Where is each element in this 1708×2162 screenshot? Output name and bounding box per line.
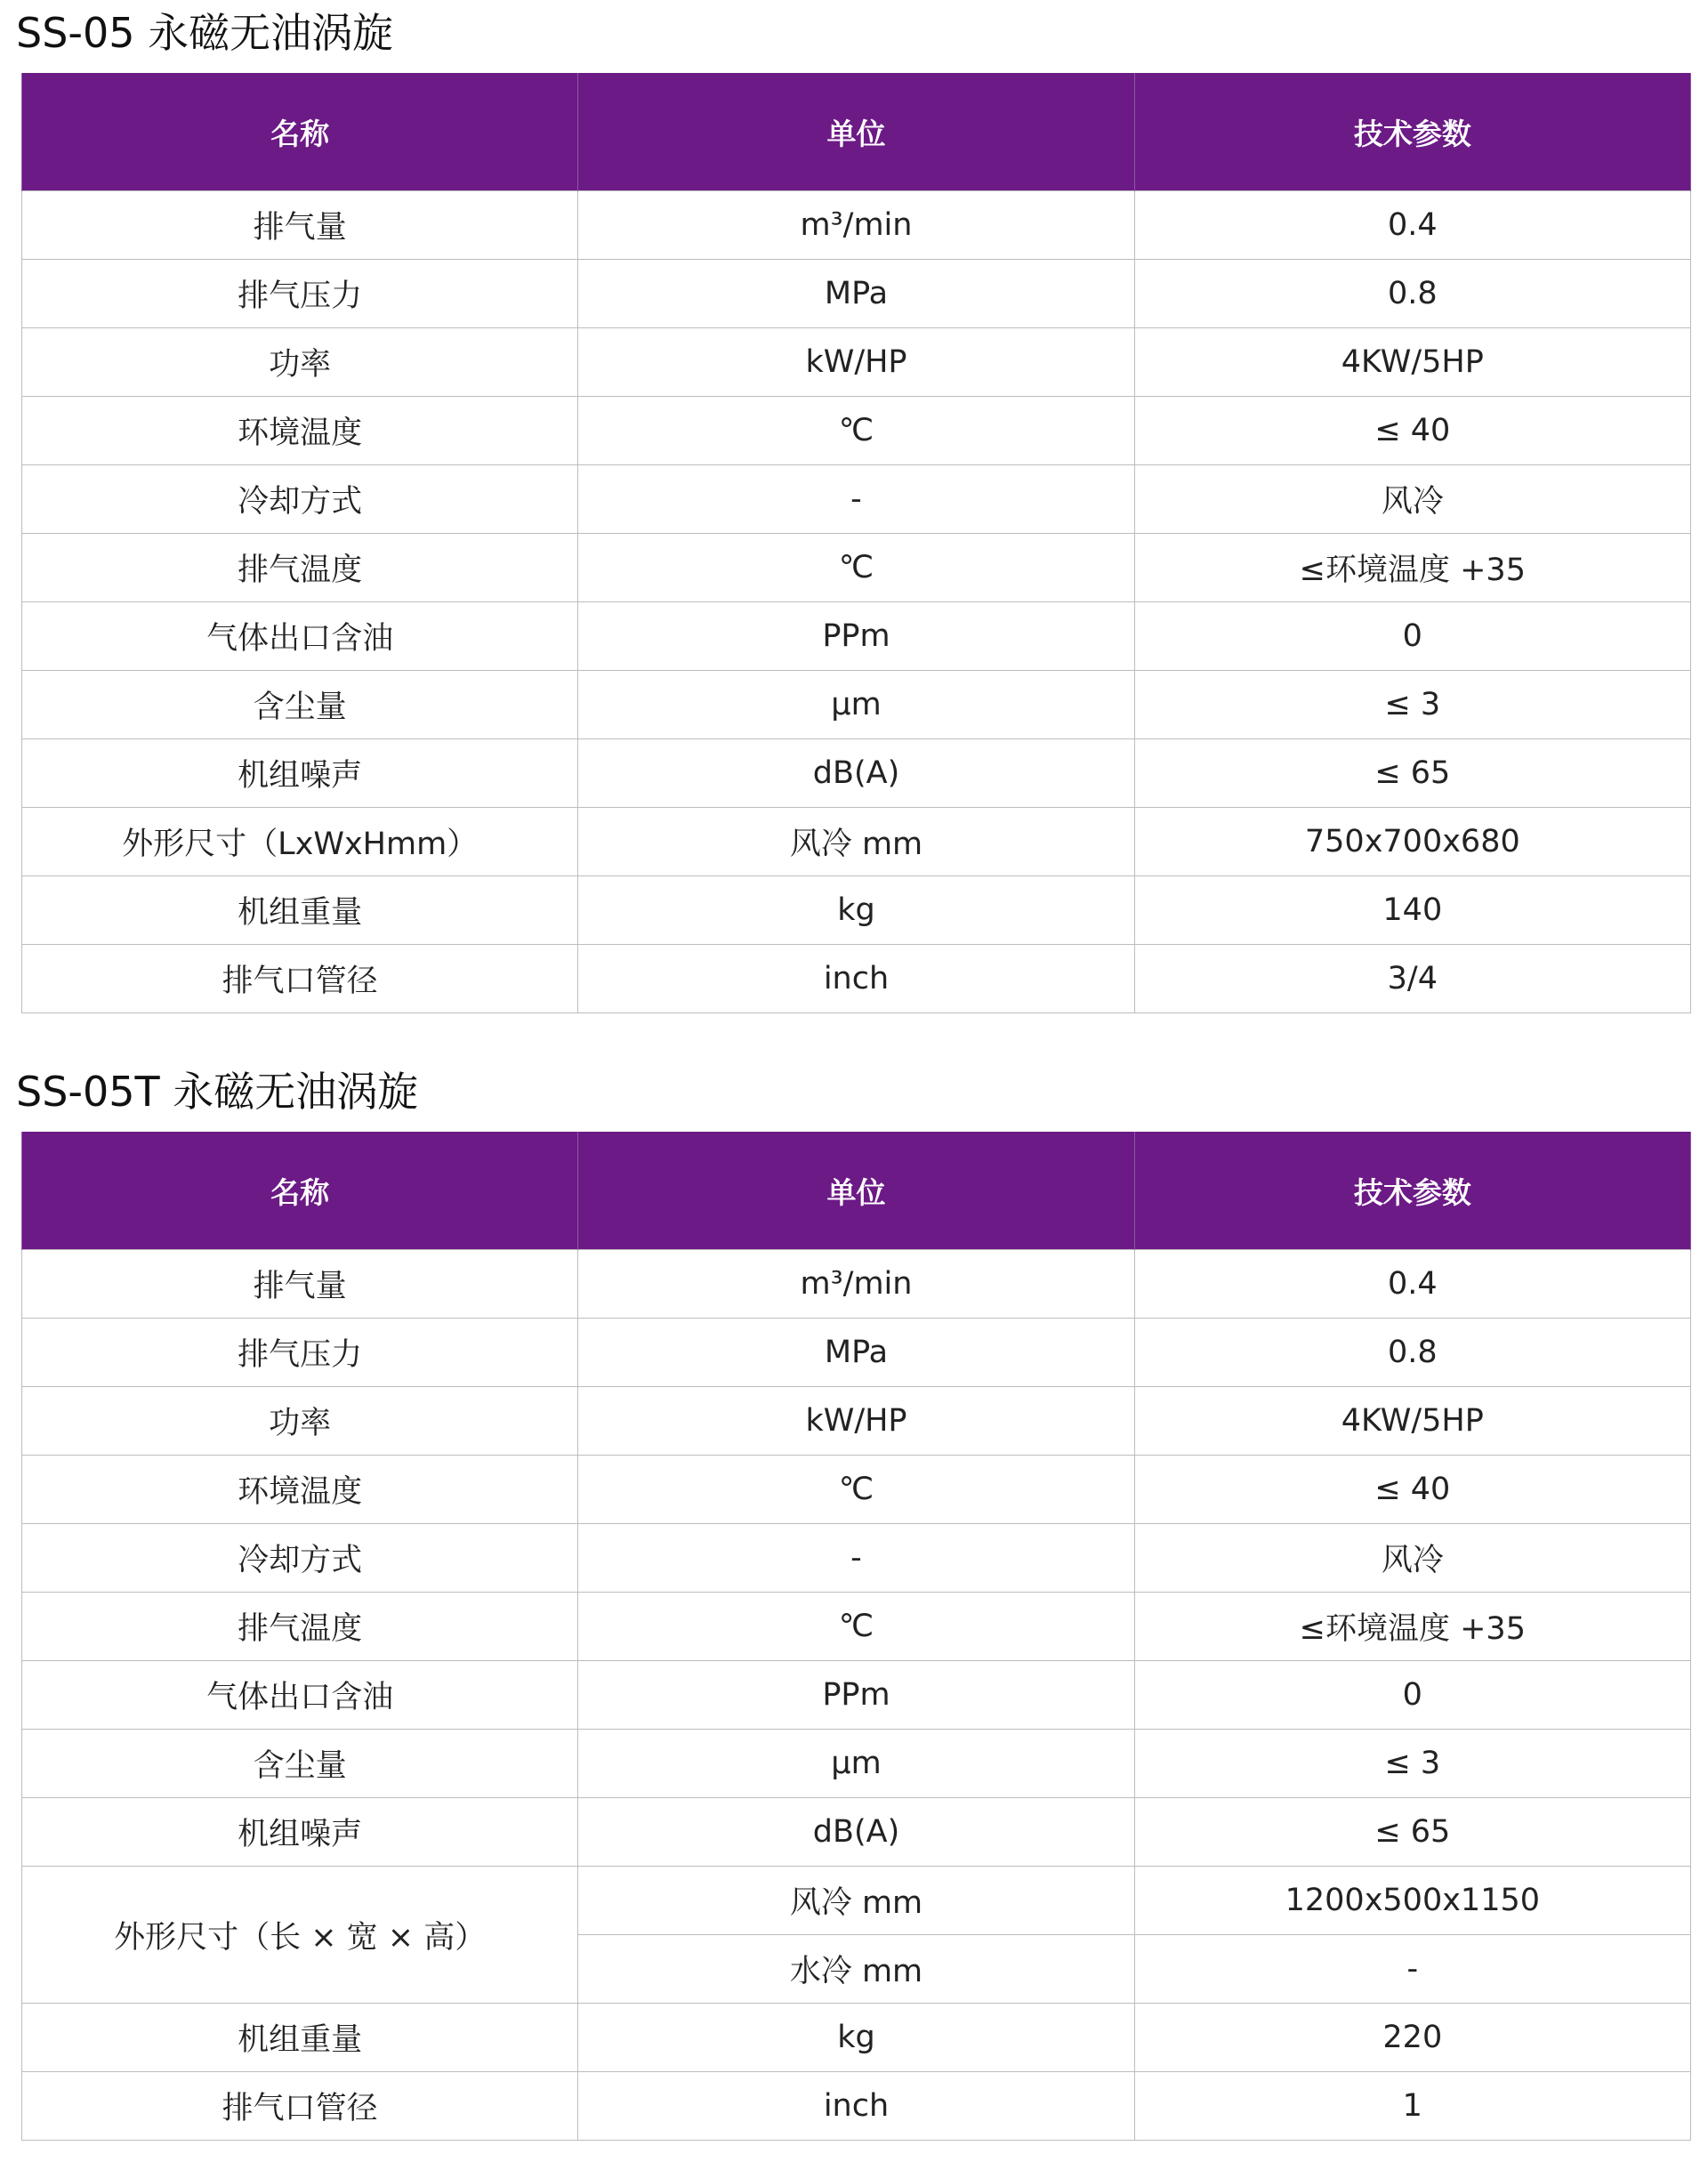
- row-name: 排气口管径: [22, 945, 578, 1013]
- row-unit: dB(A): [578, 739, 1134, 808]
- table-row: [22, 397, 1691, 465]
- row-value: ≤环境温度 +35: [1134, 534, 1690, 602]
- row-unit: 风冷 mm: [578, 1867, 1134, 1935]
- row-unit: inch: [578, 945, 1134, 1013]
- row-name: 机组重量: [22, 2004, 578, 2072]
- table-row: [22, 1730, 1691, 1798]
- row-name: 环境温度: [22, 397, 578, 465]
- row-unit: ℃: [578, 1593, 1134, 1661]
- table-row: [22, 465, 1691, 534]
- row-unit: m³/min: [578, 191, 1134, 260]
- row-name: 含尘量: [22, 1730, 578, 1798]
- table-row: [22, 2072, 1691, 2141]
- row-unit: μm: [578, 671, 1134, 739]
- table-row: [22, 1456, 1691, 1524]
- row-value: ≤ 65: [1134, 1798, 1690, 1867]
- row-name: 冷却方式: [22, 465, 578, 534]
- spec-table-ss-05t: [21, 1132, 1691, 2141]
- header-name: 名称: [22, 73, 578, 191]
- row-value: 风冷: [1134, 1524, 1690, 1593]
- header-unit: 单位: [578, 73, 1134, 191]
- row-unit: 水冷 mm: [578, 1935, 1134, 2004]
- row-name: 机组噪声: [22, 739, 578, 808]
- row-unit: PPm: [578, 1661, 1134, 1730]
- row-name: 气体出口含油: [22, 602, 578, 671]
- row-value: -: [1134, 1935, 1690, 2004]
- table-row: [22, 945, 1691, 1013]
- table-row: [22, 1250, 1691, 1319]
- row-unit: kW/HP: [578, 1387, 1134, 1456]
- row-value: 风冷: [1134, 465, 1690, 534]
- row-name: 机组噪声: [22, 1798, 578, 1867]
- row-name: 外形尺寸（长 × 宽 × 高）: [22, 1867, 578, 2004]
- row-value: 0.8: [1134, 1319, 1690, 1387]
- row-name: 冷却方式: [22, 1524, 578, 1593]
- row-value: 0.8: [1134, 260, 1690, 328]
- row-name: 排气压力: [22, 260, 578, 328]
- header-name: 名称: [22, 1132, 578, 1250]
- row-unit: -: [578, 465, 1134, 534]
- row-unit: MPa: [578, 1319, 1134, 1387]
- row-unit: m³/min: [578, 1250, 1134, 1319]
- row-value: 0.4: [1134, 1250, 1690, 1319]
- row-unit: ℃: [578, 1456, 1134, 1524]
- row-name: 排气温度: [22, 1593, 578, 1661]
- row-value: 140: [1134, 876, 1690, 945]
- row-value: ≤ 40: [1134, 1456, 1690, 1524]
- row-unit: 风冷 mm: [578, 808, 1134, 876]
- row-value: 0: [1134, 602, 1690, 671]
- table-row: [22, 1661, 1691, 1730]
- section-title-ss-05t: SS-05T 永磁无油涡旋: [16, 1068, 419, 1116]
- row-unit: kg: [578, 876, 1134, 945]
- row-value: ≤ 3: [1134, 671, 1690, 739]
- table-row: [22, 1387, 1691, 1456]
- header-unit: 单位: [578, 1132, 1134, 1250]
- row-name: 功率: [22, 1387, 578, 1456]
- row-value: 0: [1134, 1661, 1690, 1730]
- table-row: [22, 328, 1691, 397]
- row-unit: PPm: [578, 602, 1134, 671]
- row-name: 排气压力: [22, 1319, 578, 1387]
- row-value: 4KW/5HP: [1134, 1387, 1690, 1456]
- row-unit: kW/HP: [578, 328, 1134, 397]
- section-title-ss-05: SS-05 永磁无油涡旋: [16, 9, 394, 57]
- row-unit: ℃: [578, 534, 1134, 602]
- row-unit: MPa: [578, 260, 1134, 328]
- table-row: [22, 260, 1691, 328]
- row-value: ≤ 3: [1134, 1730, 1690, 1798]
- header-value: 技术参数: [1134, 73, 1690, 191]
- row-value: 220: [1134, 2004, 1690, 2072]
- table-row: [22, 739, 1691, 808]
- row-value: ≤ 40: [1134, 397, 1690, 465]
- header-value: 技术参数: [1134, 1132, 1690, 1250]
- row-value: 1: [1134, 2072, 1690, 2141]
- row-unit: dB(A): [578, 1798, 1134, 1867]
- table-header-row: [22, 73, 1691, 191]
- table-row: [22, 191, 1691, 260]
- row-name: 气体出口含油: [22, 1661, 578, 1730]
- row-value: 3/4: [1134, 945, 1690, 1013]
- table-row: [22, 534, 1691, 602]
- row-name: 环境温度: [22, 1456, 578, 1524]
- row-value: ≤环境温度 +35: [1134, 1593, 1690, 1661]
- table-row: [22, 2004, 1691, 2072]
- row-unit: ℃: [578, 397, 1134, 465]
- table-row: [22, 1798, 1691, 1867]
- table-row: [22, 1524, 1691, 1593]
- row-unit: inch: [578, 2072, 1134, 2141]
- row-unit: μm: [578, 1730, 1134, 1798]
- table-row: [22, 1867, 1691, 1935]
- table-row: [22, 1593, 1691, 1661]
- row-name: 功率: [22, 328, 578, 397]
- table-row: [22, 1319, 1691, 1387]
- row-value: 750x700x680: [1134, 808, 1690, 876]
- row-value: 0.4: [1134, 191, 1690, 260]
- table-row: [22, 602, 1691, 671]
- table-row: [22, 671, 1691, 739]
- row-name: 外形尺寸（LxWxHmm）: [22, 808, 578, 876]
- row-name: 含尘量: [22, 671, 578, 739]
- row-name: 排气口管径: [22, 2072, 578, 2141]
- row-name: 排气温度: [22, 534, 578, 602]
- row-value: ≤ 65: [1134, 739, 1690, 808]
- row-unit: -: [578, 1524, 1134, 1593]
- row-name: 排气量: [22, 1250, 578, 1319]
- row-value: 4KW/5HP: [1134, 328, 1690, 397]
- spec-table-ss-05: [21, 73, 1691, 1013]
- row-unit: kg: [578, 2004, 1134, 2072]
- table-header-row: [22, 1132, 1691, 1250]
- table-row: [22, 876, 1691, 945]
- row-name: 机组重量: [22, 876, 578, 945]
- row-name: 排气量: [22, 191, 578, 260]
- table-row: [22, 808, 1691, 876]
- row-value: 1200x500x1150: [1134, 1867, 1690, 1935]
